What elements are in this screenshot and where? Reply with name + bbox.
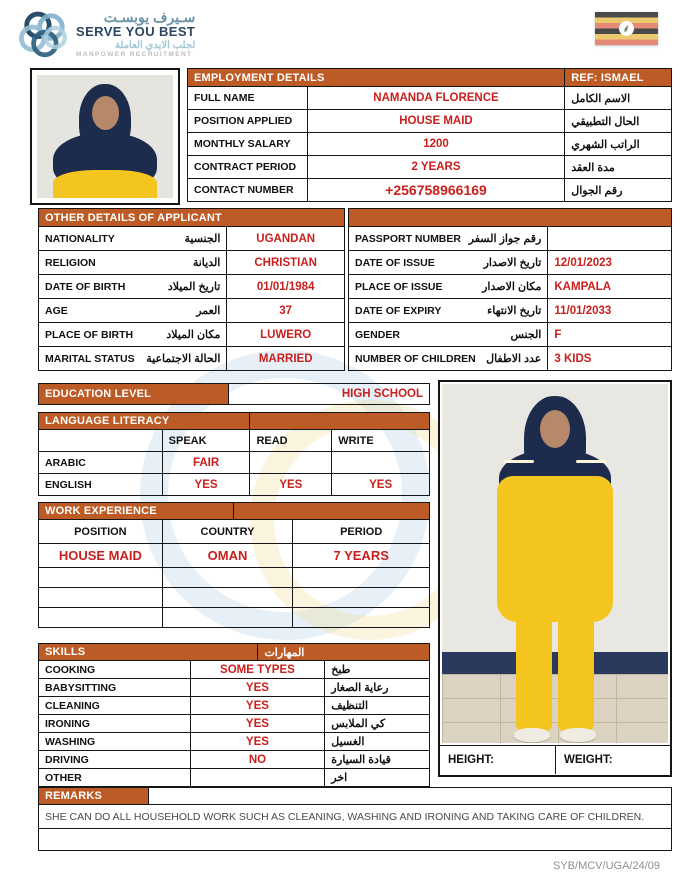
crested-crane-icon xyxy=(619,21,634,36)
agency-name-english: SERVE YOU BEST xyxy=(76,24,196,40)
work-experience-table xyxy=(38,502,430,628)
table-row: AGE العمر 37 xyxy=(39,299,345,323)
skills-title: SKILLS xyxy=(39,644,258,661)
education-level-table xyxy=(38,383,430,405)
remarks-table xyxy=(38,787,672,851)
height-label: HEIGHT: xyxy=(448,754,494,766)
table-row: NATIONALITY الجنسية UGANDAN xyxy=(39,227,345,251)
table-row: RELIGION الديانة CHRISTIAN xyxy=(39,251,345,275)
agency-logo xyxy=(18,8,195,60)
document-reference-code: SYB/MCV/UGA/24/09 xyxy=(553,860,660,872)
table-row: DATE OF EXPIRY تاريخ الانتهاء 11/01/2033 xyxy=(349,299,672,323)
remarks-title: REMARKS xyxy=(39,788,149,805)
agency-tagline-arabic: لجلب الايدي العاملة xyxy=(115,39,196,51)
experience-title: WORK EXPERIENCE xyxy=(39,503,234,520)
table-row: DATE OF BIRTH تاريخ الميلاد 01/01/1984 xyxy=(39,275,345,299)
other-details-right-header xyxy=(349,209,672,227)
table-row xyxy=(39,608,430,628)
table-row: BABYSITTING YES رعاية الصغار xyxy=(39,679,430,697)
table-row: WASHING YES الغسيل xyxy=(39,733,430,751)
remarks-empty-row xyxy=(39,829,672,851)
knot-logo-icon xyxy=(18,8,70,60)
other-details-right-table xyxy=(348,208,672,371)
ref-badge: REF: ISMAEL xyxy=(565,69,672,87)
agency-tagline-english: MANPOWER RECRUITMENT xyxy=(76,51,193,59)
remarks-text-row xyxy=(39,805,672,829)
table-row: OTHER اخر xyxy=(39,769,430,787)
table-row: HOUSE MAID OMAN 7 YEARS xyxy=(39,544,430,568)
table-row: POSITION APPLIED HOUSE MAID الحال التطبيقي xyxy=(188,110,672,133)
table-row: PLACE OF BIRTH مكان الميلاد LUWERO xyxy=(39,323,345,347)
experience-header-row: POSITION COUNTRY PERIOD xyxy=(39,520,430,544)
table-row: ENGLISH YES YES YES xyxy=(39,474,430,496)
table-row: MARITAL STATUS الحالة الاجتماعية MARRIED xyxy=(39,347,345,371)
uganda-flag-icon xyxy=(595,12,658,45)
table-row: CLEANING YES التنظيف xyxy=(39,697,430,715)
remarks-text: SHE CAN DO ALL HOUSEHOLD WORK SUCH AS CLEANING, WASHING AND IRONING AND TAKING CARE OF CHILDREN. xyxy=(39,805,672,829)
table-row: CONTRACT PERIOD 2 YEARS مدة العقد xyxy=(188,156,672,179)
table-row: DATE OF ISSUE تاريخ الاصدار 12/01/2023 xyxy=(349,251,672,275)
weight-label: WEIGHT: xyxy=(555,746,670,774)
table-row: FULL NAME NAMANDA FLORENCE الاسم الكامل xyxy=(188,87,672,110)
other-details-title: OTHER DETAILS OF APPLICANT xyxy=(39,209,345,227)
table-row: GENDER الجنس F xyxy=(349,323,672,347)
table-row: ARABIC FAIR xyxy=(39,452,430,474)
table-row: COOKING SOME TYPES طبخ xyxy=(39,661,430,679)
table-row: NUMBER OF CHILDREN عدد الاطفال 3 KIDS xyxy=(349,347,672,371)
education-value: HIGH SCHOOL xyxy=(229,384,430,405)
applicant-portrait-photo xyxy=(30,68,180,205)
employment-details-table xyxy=(187,68,672,202)
other-details-left-table xyxy=(38,208,345,371)
language-title: LANGUAGE LITERACY xyxy=(39,413,250,430)
skills-table xyxy=(38,643,430,787)
table-row: PASSPORT NUMBER رقم جواز السفر xyxy=(349,227,672,251)
table-row: DRIVING NO قيادة السيارة xyxy=(39,751,430,769)
employment-title: EMPLOYMENT DETAILS xyxy=(188,69,565,87)
language-header-row: SPEAK READ WRITE xyxy=(39,430,430,452)
height-weight-row xyxy=(440,745,670,774)
language-literacy-table xyxy=(38,412,430,496)
agency-name-arabic: سـيرف يوبسـت xyxy=(103,8,196,25)
table-row: CONTACT NUMBER +256758966169 رقم الجوال xyxy=(188,179,672,202)
applicant-fullbody-photo xyxy=(438,380,672,777)
table-row xyxy=(39,568,430,588)
skills-title-arabic: المهارات xyxy=(258,644,430,661)
education-title: EDUCATION LEVEL xyxy=(39,384,229,405)
table-row xyxy=(39,588,430,608)
table-row: PLACE OF ISSUE مكان الاصدار KAMPALA xyxy=(349,275,672,299)
table-row: MONTHLY SALARY 1200 الراتب الشهري xyxy=(188,133,672,156)
table-row: IRONING YES كي الملابس xyxy=(39,715,430,733)
